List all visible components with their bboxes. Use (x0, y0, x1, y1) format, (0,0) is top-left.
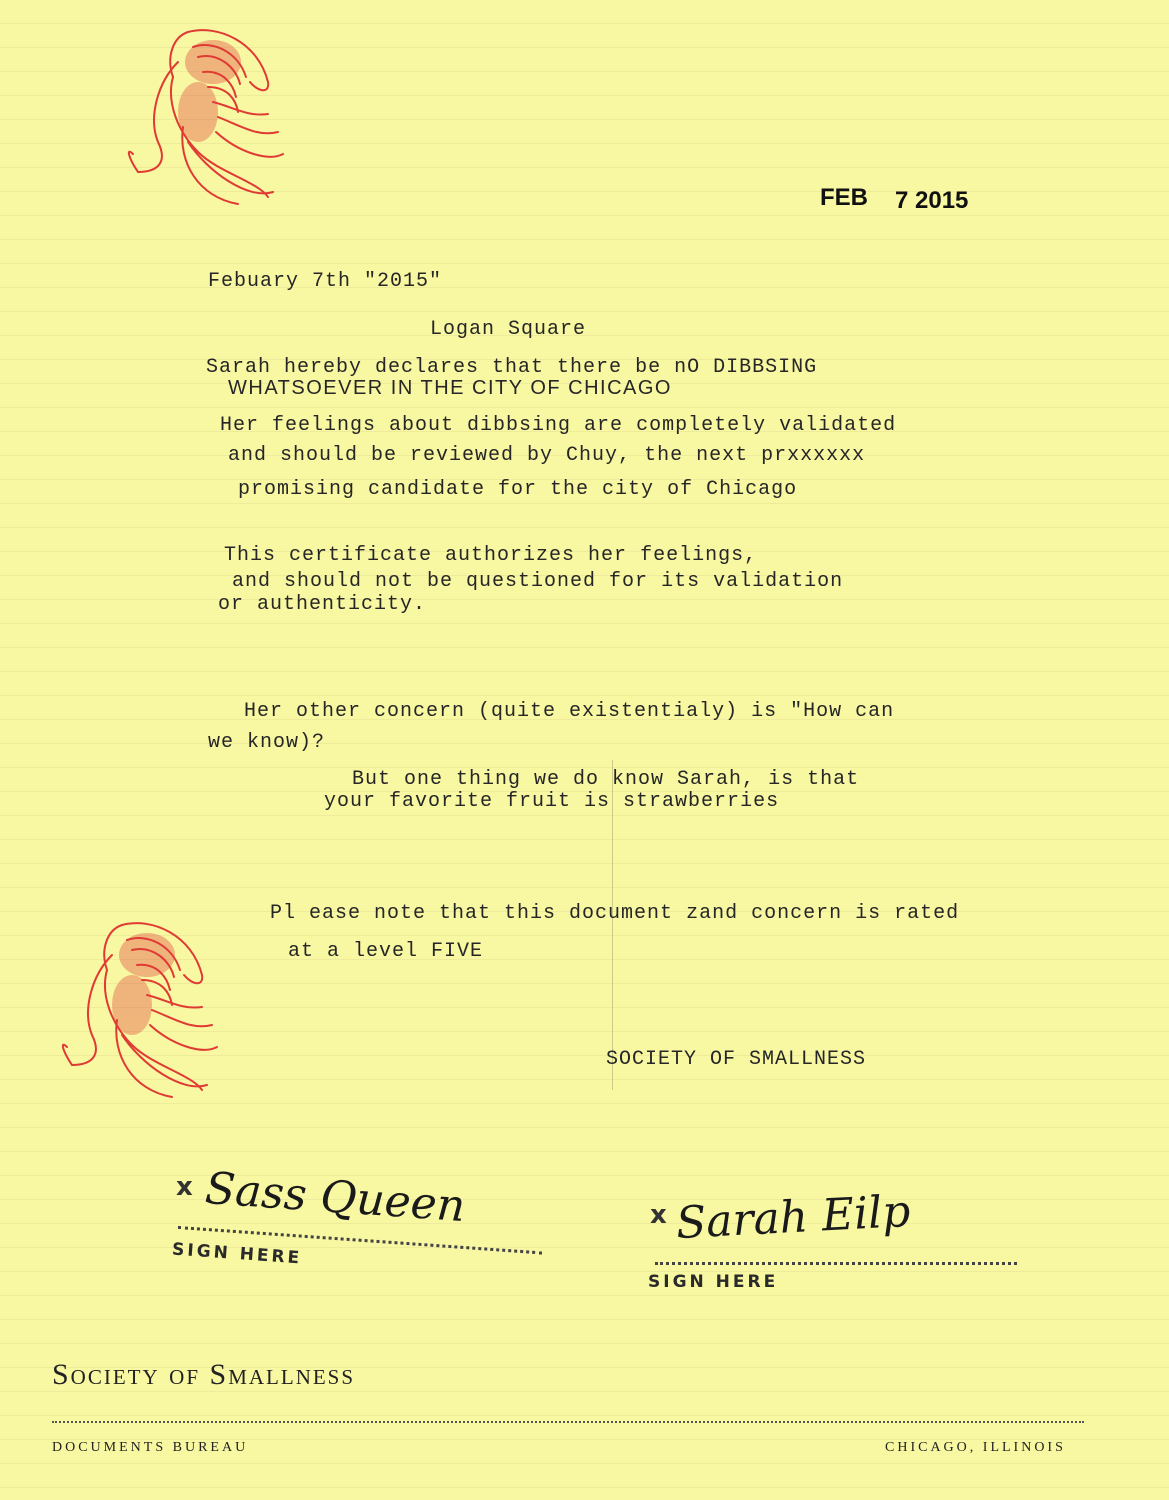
footer-documents-bureau: DOCUMENTS BUREAU (52, 1440, 249, 1455)
certificate-line-1: This certificate authorizes her feelings, (224, 544, 758, 567)
declaration-line-2: WHATSOEVER IN THE CITY OF CHICAGO (228, 377, 672, 399)
right-sign-here: SIGN HERE (648, 1272, 779, 1292)
fruit-line-1: But one thing we do know Sarah, is that (352, 768, 860, 791)
date-stamp-month: FEB (820, 184, 868, 211)
date-stamp-day-year: 7 2015 (895, 187, 969, 214)
certificate-line-3: or authenticity. (218, 593, 427, 616)
rating-line-2: at a level FIVE (288, 940, 484, 963)
footer-rule (52, 1421, 1084, 1423)
feelings-line-3: promising candidate for the city of Chicago (238, 478, 798, 501)
footer-location: CHICAGO, ILLINOIS (885, 1440, 1066, 1455)
date-line: Febuary 7th "2015" (208, 270, 443, 293)
right-sign-mark: x (650, 1200, 667, 1230)
right-signature: Sarah Eilp (674, 1185, 912, 1250)
rating-line-1: Pl ease note that this document zand concern is rated (270, 902, 960, 925)
concern-line-1: Her other concern (quite existentialy) is "How can (244, 700, 895, 723)
concern-line-2: we know)? (208, 731, 326, 754)
feelings-line-2: and should be reviewed by Chuy, the next prxxxxxx (228, 444, 866, 467)
left-sign-mark: x (176, 1172, 193, 1202)
org-signoff: SOCIETY OF SMALLNESS (606, 1048, 867, 1071)
shrimp-logo-bottom (52, 915, 222, 1105)
right-sign-line (655, 1262, 1017, 1265)
certificate-line-2: and should not be questioned for its validation (232, 570, 844, 593)
fruit-line-2: your favorite fruit is strawberries (324, 790, 780, 813)
shrimp-logo-top (118, 22, 288, 212)
location-line: Logan Square (430, 318, 587, 341)
declaration-line-1: Sarah hereby declares that there be nO DIBBSING (206, 356, 818, 379)
footer-title: Society of Smallness (52, 1358, 356, 1391)
feelings-line-1: Her feelings about dibbsing are completely validated (220, 414, 897, 437)
left-sign-here: SIGN HERE (171, 1239, 303, 1269)
left-signature: Sass Queen (203, 1162, 467, 1233)
